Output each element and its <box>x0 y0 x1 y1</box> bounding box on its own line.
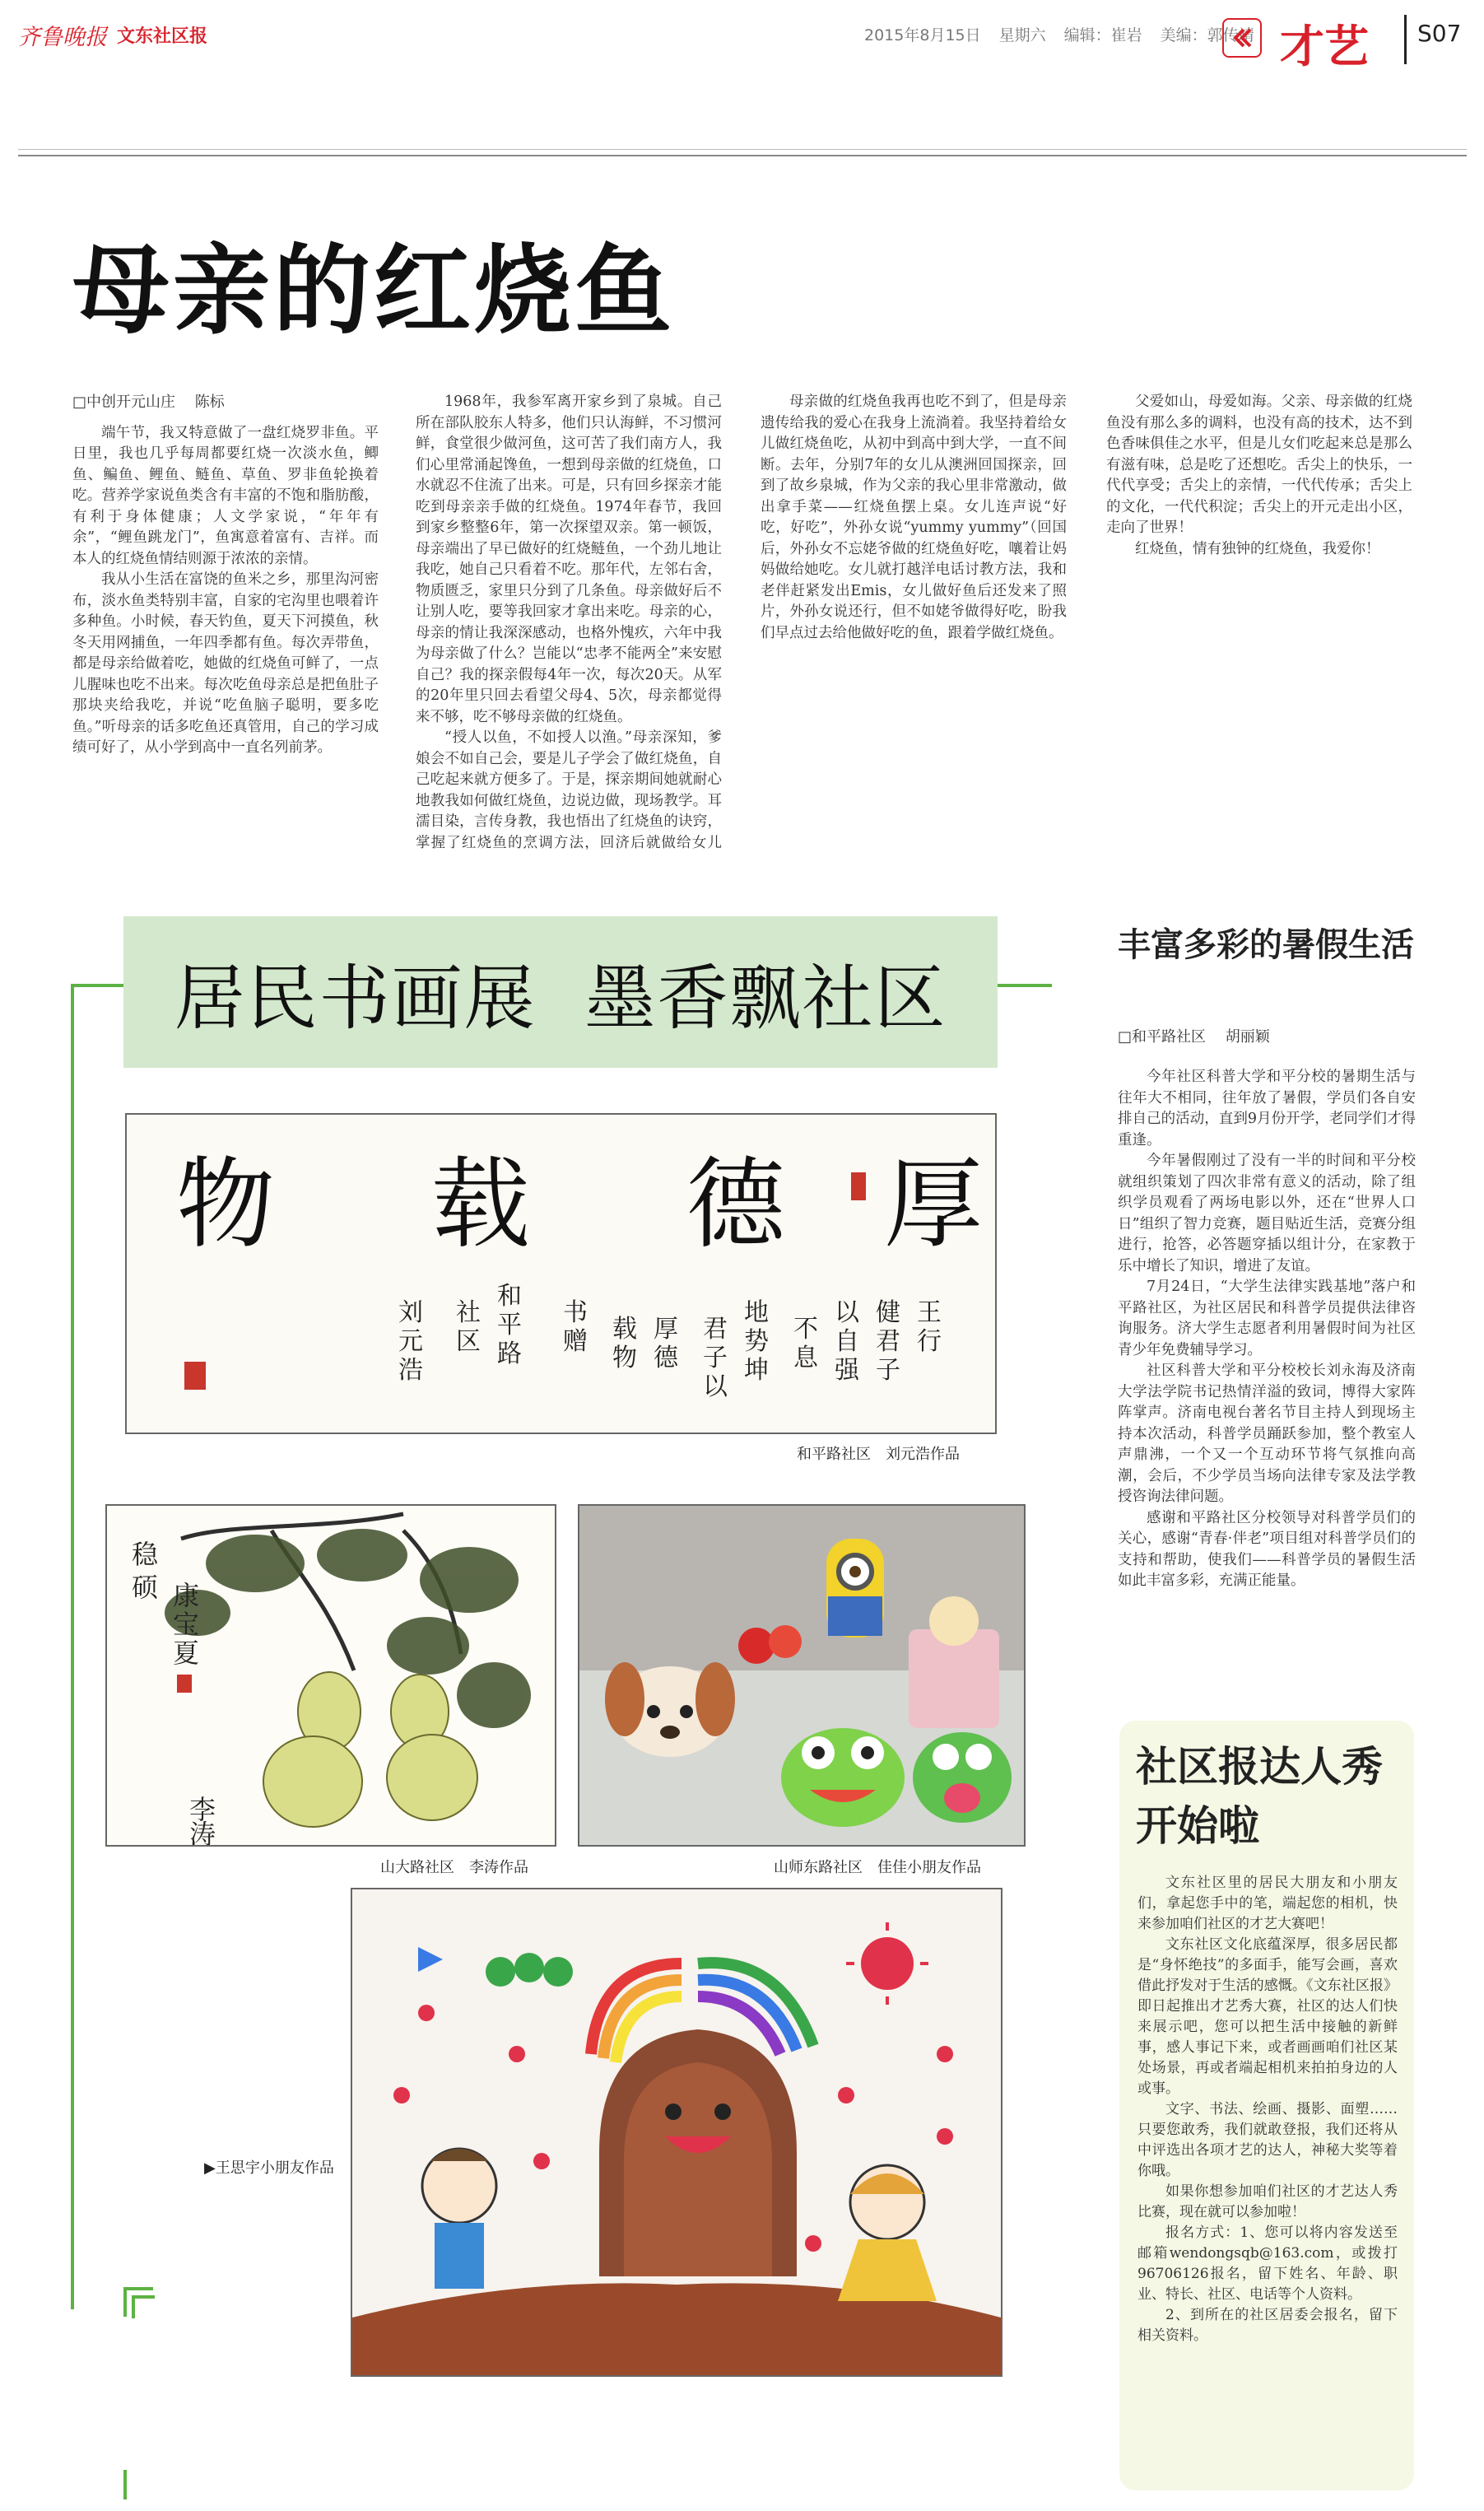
article-headline: 母亲的红烧鱼 <box>72 234 676 347</box>
svg-text:区: 区 <box>456 1327 481 1356</box>
artwork-caption: 和平路社区 刘元浩作品 <box>797 1446 960 1463</box>
article2-body <box>1118 1067 1416 1686</box>
article2-title: 丰富多彩的暑假生活 <box>1118 926 1414 964</box>
article3-body <box>1137 1873 1398 2478</box>
svg-text:平: 平 <box>497 1311 522 1339</box>
editor-credit: 编辑：崔岩 <box>1063 26 1142 44</box>
paragraph: 母亲做的红烧鱼我再也吃不到了，但是母亲遗传给我的爱心在我身上流淌着。我坚持着给女儿做红烧鱼吃，从初中到高中到大学，一直不间断。去年，分别7年的女儿从澳洲回国探亲，回到了故乡泉城，作为父亲的我心里非常激动，做出拿手菜——红烧鱼摆上桌。女儿连声说“好吃，好吃”，外孙女说“yummy yummy”（回国后，外孙女不忘姥爷做的红烧鱼好吃，嚷着让妈妈做给她吃。女儿就打越洋电话讨教方法，我和老伴赶紧发出Emis，女儿做好鱼后还发来了照片，外孙女说还行，但不如姥爷做得好吃，盼我们早点过去给他做好吃的鱼，跟着学做红烧鱼。 <box>761 394 1067 641</box>
paragraph: 1968年，我参军离开家乡到了泉城。自己所在部队胶东人特多，他们只认海鲜，不习惯河鲜，食堂很少做河鱼，这可苦了我们南方人，我们心里常涌起馋鱼，一想到母亲做的红烧鱼，口水就忍不住流了出来。可是，只有回乡探亲才能吃到母亲亲手做的红烧鱼。1974年春节，我回到家乡整整6年，第一次探望双亲。第一顿饭，母亲端出了早已做好的红烧鲢鱼，一个劲儿地让我吃，她自己只看着不吃。那年代，左邻右舍，物质匮乏，家里只分到了几条鱼。母亲做好后不让别人吃，要等我回家才拿出来吃。母亲的心，母亲的情让我深深感动，也格外愧疚，六年中我为母亲做了什么？岂能以“忠孝不能两全”来安慰自己？我的探亲假每4年一次，每次20天。从军的20年里只回去看望父母4、5次，母亲都觉得来不够，吃不够母亲做的红烧鱼。 <box>416 394 722 725</box>
paragraph: 文东社区里的居民大朋友和小朋友们，拿起您手中的笔，端起您的相机，快来参加咱们社区的才艺大赛吧！ <box>1137 1875 1398 1932</box>
calligraphy-artwork <box>125 1113 997 1434</box>
svg-text:地: 地 <box>744 1298 769 1327</box>
child-drawing-image <box>352 1889 1001 2375</box>
paragraph: 端午节，我又特意做了一盘红烧罗非鱼。平日里，我也几乎每周都要红烧一次淡水鱼，鲫鱼、鳊鱼、鲤鱼、鲢鱼、草鱼、罗非鱼轮换着吃。营养学家说鱼类含有丰富的不饱和脂肪酸，有利于身体健康；人文学家说，“年年有余”，“鲤鱼跳龙门”，鱼寓意着富有、吉祥。而本人的红烧鱼情结则源于浓浓的亲情。 <box>72 424 379 567</box>
issue-weekday: 星期六 <box>998 26 1046 44</box>
paragraph: 社区科普大学和平分校校长刘永海及济南大学法学院书记热情洋溢的致词，博得大家阵阵掌声。济南电视台著名节目主持人到现场主持本次活动，科普学员踊跃参加，整个教室人声鼎沸，一个又一个互动环节将气氛推向高潮，会后，不少学员当场向法律专家及法学教授咨询法律问题。 <box>1118 1363 1416 1505</box>
svg-text:不: 不 <box>793 1315 818 1344</box>
svg-text:浩: 浩 <box>398 1356 423 1385</box>
issue-date: 2015年8月15日 <box>864 26 981 44</box>
issue-info <box>864 23 1254 45</box>
green-frame-corner-inner <box>132 2295 155 2318</box>
byline-source: □和平路社区 <box>1118 1028 1207 1046</box>
paragraph: 报名方式：1、您可以将内容发送至邮箱wendongsqb@163.com，或拨打96706126报名，留下姓名、年龄、职业、特长、社区、电话等个人资料。 <box>1137 2224 1398 2303</box>
svg-text:坤: 坤 <box>744 1356 769 1385</box>
clay-figures-image <box>579 1506 1024 1845</box>
green-frame-top-left <box>71 984 123 987</box>
svg-text:子: 子 <box>703 1344 728 1372</box>
svg-text:路: 路 <box>497 1339 522 1368</box>
paragraph: 今年暑假刚过了没有一半的时间和平分校就组织策划了四次非常有意义的活动，除了组织学员观看了两场电影以外，还在“世界人口日”组织了智力竞赛，题目贴近生活，竞赛分组进行，抢答，必答题穿插以组计分，在家教于乐中增长了知识，增进了友谊。 <box>1118 1153 1416 1274</box>
svg-text:宝: 宝 <box>173 1609 200 1640</box>
masthead <box>18 18 207 51</box>
svg-text:自: 自 <box>835 1327 859 1356</box>
byline-author: 陈标 <box>194 394 225 411</box>
svg-text:载: 载 <box>612 1315 637 1344</box>
svg-text:康: 康 <box>173 1580 200 1611</box>
header-divider <box>1404 15 1407 64</box>
article1-column-4 <box>1106 392 1412 850</box>
svg-text:书: 书 <box>563 1298 588 1327</box>
paragraph: 红烧鱼，情有独钟的红烧鱼，我爱你！ <box>1135 540 1380 557</box>
paragraph: 2、到所在的社区居委会报名，留下相关资料。 <box>1137 2307 1398 2344</box>
svg-text:德: 德 <box>654 1344 678 1372</box>
paragraph: 文东社区文化底蕴深厚，很多居民都是“身怀绝技”的多面手，能写会画，喜欢借此抒发对于生活的感慨。《文东社区报》即日起推出才艺秀大赛，社区的达人们快来展示吧，您可以把生活中接触的新鲜事，感人事记下来，或者画画咱们社区某处场景，再或者端起相机来拍拍身边的人或事。 <box>1137 1936 1398 2097</box>
svg-text:赠: 赠 <box>563 1327 588 1356</box>
svg-text:稳: 稳 <box>132 1539 159 1570</box>
calligraphy-artwork-image <box>127 1115 995 1433</box>
svg-text:元: 元 <box>398 1327 423 1356</box>
exhibition-title: 居民书画展 墨香飘社区 <box>174 957 947 1040</box>
green-frame-left <box>71 984 74 2309</box>
header-rule-thin <box>18 149 1467 150</box>
article1-column-1 <box>72 392 379 759</box>
svg-text:以: 以 <box>703 1372 728 1401</box>
article3-title: 社区报达人秀开始啦 <box>1136 1743 1383 1850</box>
child-drawing <box>351 1888 1003 2377</box>
paragraph: 7月24日，“大学生法律实践基地”落户和平路社区，为社区居民和科普学员提供法律咨询服务。济大学生志愿者利用暑假时间为社区青少年免费辅导学习。 <box>1118 1279 1416 1358</box>
svg-text:德: 德 <box>686 1148 785 1262</box>
newspaper-logo: 齐鲁晚报 <box>18 24 107 50</box>
svg-text:行: 行 <box>917 1327 942 1356</box>
svg-text:厚: 厚 <box>654 1315 678 1344</box>
green-frame-top-right <box>998 984 1052 987</box>
svg-text:李: 李 <box>189 1794 216 1825</box>
paragraph: 今年社区科普大学和平分校的暑期生活与往年大不相同，往年放了暑假，学员们各自安排自己的活动，直到9月份开学，老同学们才得重逢。 <box>1118 1069 1416 1148</box>
paragraph: 感谢和平路社区分校领导对科普学员们的关心，感谢“青春·伴老”项目组对科普学员们的支持和帮助，使我们——科普学员的暑假生活如此丰富多彩，充满正能量。 <box>1118 1509 1416 1589</box>
artwork-caption: ▶王思宇小朋友作品 <box>204 2159 334 2177</box>
svg-text:硕: 硕 <box>132 1572 159 1603</box>
section-title: 才艺 <box>1280 21 1369 72</box>
header-rule <box>18 155 1467 156</box>
svg-text:君: 君 <box>703 1315 728 1344</box>
designer-credit: 美编：郭传靖 <box>1160 26 1254 44</box>
article2-byline <box>1118 1025 1270 1046</box>
paragraph: “授人以鱼，不如授人以渔。”母亲深知，爹娘会不如自己会，要是儿子学会了做红烧鱼，自己吃起来就方便多了。于是，探亲期间她就耐心地教我如何做红烧鱼，边说边做，现场教学。耳濡目染，言传身教，我也悟出了红烧鱼的诀窍，掌握了红烧鱼的烹调方法，回济后就做给女儿 <box>416 729 722 850</box>
publication-name: 文东社区报 <box>117 26 208 47</box>
green-frame-bottom-stub <box>123 2470 127 2499</box>
svg-text:子: 子 <box>876 1356 900 1385</box>
svg-text:物: 物 <box>176 1148 275 1262</box>
article1-column-2 <box>416 392 722 850</box>
svg-text:王: 王 <box>917 1298 942 1327</box>
paragraph: 如果你想参加咱们社区的才艺达人秀比赛，现在就可以参加啦！ <box>1137 2183 1398 2220</box>
svg-text:社: 社 <box>456 1298 481 1327</box>
clay-figures-photo <box>578 1504 1026 1847</box>
artwork-caption: 山大路社区 李涛作品 <box>380 1859 528 1876</box>
article1-column-3 <box>761 392 1067 850</box>
article1-byline <box>72 392 379 413</box>
svg-text:强: 强 <box>835 1356 859 1385</box>
svg-text:刘: 刘 <box>398 1298 423 1327</box>
gourd-painting-image <box>107 1506 555 1845</box>
svg-text:物: 物 <box>612 1344 637 1372</box>
svg-text:夏: 夏 <box>173 1638 200 1669</box>
svg-text:以: 以 <box>835 1298 859 1327</box>
gourd-painting <box>105 1504 556 1847</box>
svg-text:息: 息 <box>793 1344 818 1372</box>
paragraph: 我从小生活在富饶的鱼米之乡，那里沟河密布，淡水鱼类特别丰富，自家的宅沟里也喂着许多种鱼。小时候，春天钓鱼，夏天下河摸鱼，秋冬天用网捕鱼，一年四季都有鱼。每次弄带鱼，都是母亲给做着吃，她做的红烧鱼可鲜了，一点儿腥味也吃不出来。每次吃鱼母亲总是把鱼肚子那块夹给我吃，并说“吃鱼脑子聪明，要多吃鱼。”听母亲的话多吃鱼还真管用，自己的学习成绩可好了，从小学到高中一直名列前茅。 <box>72 571 379 756</box>
byline-author: 胡丽颖 <box>1225 1028 1270 1046</box>
svg-text:势: 势 <box>744 1327 769 1356</box>
byline-source: □中创开元山庄 <box>72 394 176 411</box>
svg-text:健: 健 <box>876 1298 900 1327</box>
svg-text:涛: 涛 <box>189 1819 216 1845</box>
svg-text:厚: 厚 <box>884 1148 983 1262</box>
page-number: S07 <box>1417 20 1462 47</box>
section-chevron-icon <box>1222 18 1262 58</box>
svg-text:载: 载 <box>431 1148 530 1262</box>
svg-text:君: 君 <box>876 1327 900 1356</box>
artwork-caption: 山师东路社区 佳佳小朋友作品 <box>774 1859 981 1876</box>
paragraph: 父爱如山，母爱如海。父亲、母亲做的红烧鱼没有那么多的调料，也没有高的技术，达不到色香味俱佳之水平，但是儿女们吃起来总是那么有滋有味，总是吃了还想吃。舌尖上的快乐，一代代享受；舌尖上的亲情，一代代传承；舌尖上的文化，一代代积淀；舌尖上的开元走出小区，走向了世界！ <box>1106 394 1412 536</box>
svg-text:和: 和 <box>497 1282 522 1311</box>
paragraph: 文字、书法、绘画、摄影、面塑……只要您敢秀，我们就敢登报，我们还将从中评选出各项才艺的达人，神秘大奖等着你哦。 <box>1137 2101 1398 2179</box>
